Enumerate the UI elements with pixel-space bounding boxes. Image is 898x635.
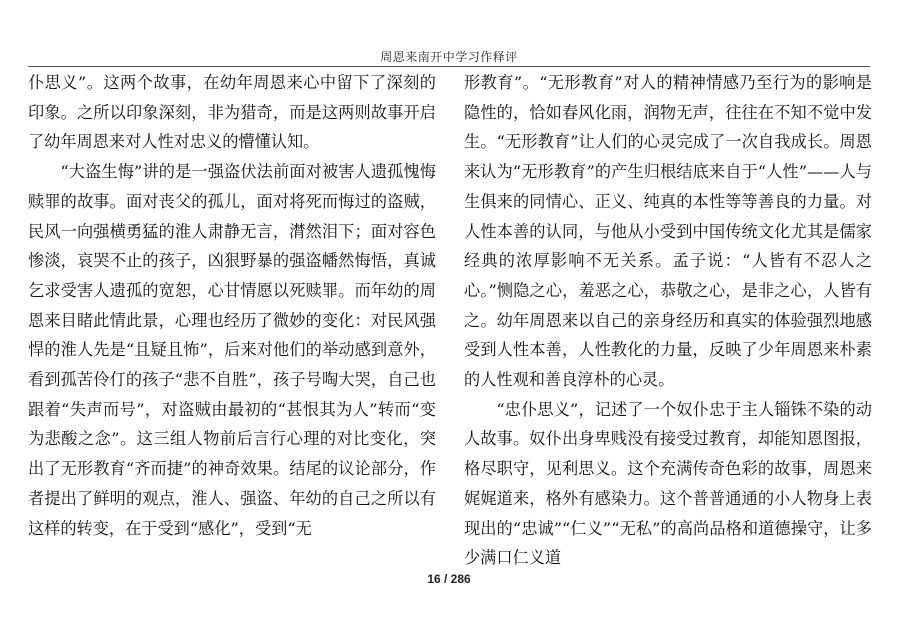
left-paragraph-2: “大盗生悔”讲的是一强盗伏法前面对被害人遗孤愧悔赎罪的故事。面对丧父的孤儿，面对将死而悔过的盗贼，民风一向强横勇猛的淮人肃静无言，潸然泪下；面对容色惨淡，哀哭不止的孩子，凶狠野暴的强盗幡然悔悟，真诚乞求受害人遗孤的宽恕，心甘情愿以死赎罪。而年幼的周恩来目睹此情此景，心理也经历了微妙的变化：对民风强悍的淮人先是“且疑且怖”，后来对他们的举动感到意外，看到孤苦伶仃的孩子“悲不自胜”，孩子号啕大哭，自己也跟着“失声而号”，对盗贼由最初的“甚恨其为人”转而“变为悲酸之念”。这三组人物前后言行心理的对比变化，突出了无形教育“齐而捷”的神奇效果。结尾的议论部分，作者提出了鲜明的观点，淮人、强盗、年幼的自己之所以有这样的转变，在于受到“感化”，受到“无	[28, 162, 436, 538]
running-header: 周恩来南开中学习作释评	[380, 50, 518, 64]
right-paragraph-2: “忠仆思义”，记述了一个奴仆忠于主人锱铢不染的动人故事。奴仆出身卑贱没有接受过教育，却能知恩图报，格尽职守，见利思义。这个充满传奇色彩的故事，周恩来娓娓道来，格外有感染力。这个普普通通的小人物身上表现出的“忠诚”“仁义”“无私”的高尚品格和道德操守，让多少满口仁义道	[464, 399, 872, 568]
right-paragraph-1: 形教育”。“无形教育”对人的精神情感乃至行为的影响是隐性的，恰如春风化雨，润物无声，往往在不知不觉中发生。“无形教育”让人们的心灵完成了一次自我成长。周恩来认为“无形教育”的产生归根结底来自于“人性”——人与生俱来的同情心、正义、纯真的本性等等善良的力量。对人性本善的认同，与他从小受到中国传统文化尤其是儒家经典的浓厚影响不无关系。孟子说：“人皆有不忍人之心。”恻隐之心，羞恶之心，恭敬之心，是非之心，人皆有之。幼年周恩来以自己的亲身经历和真实的体验强烈地感受到人性本善，人性教化的力量，反映了少年周恩来朴素的人性观和善良淳朴的心灵。	[464, 73, 872, 390]
page-number: 16 / 286	[427, 572, 471, 586]
left-column	[28, 68, 436, 568]
right-column	[464, 68, 872, 568]
header-divider	[28, 66, 870, 67]
left-paragraph-1: 仆思义”。这两个故事，在幼年周恩来心中留下了深刻的印象。之所以印象深刻，非为猎奇，而是这两则故事开启了幼年周恩来对人性对忠义的懵懂认知。	[28, 73, 436, 152]
